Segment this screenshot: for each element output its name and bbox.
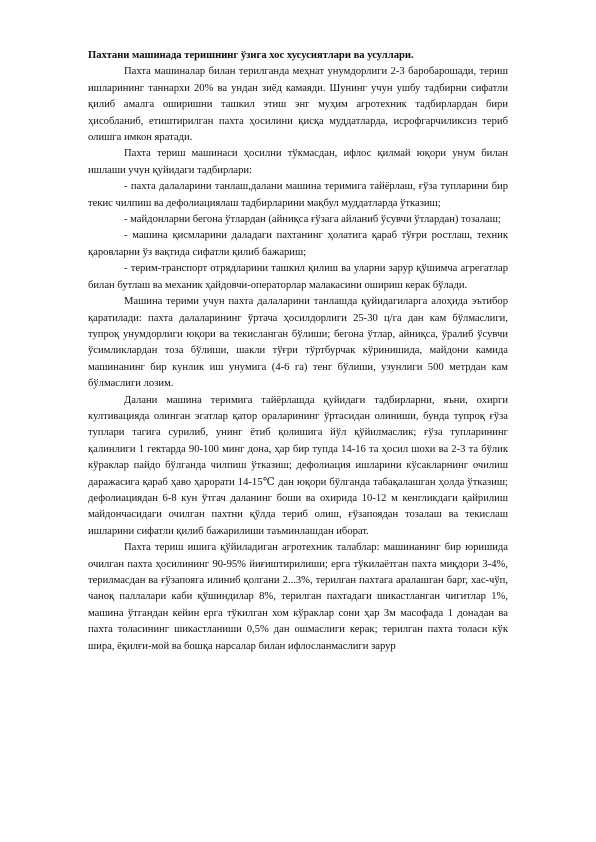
- paragraph-requirements-lead: Пахта териш машинаси ҳосилни тўкмасдан, ифлос қилмай юқори унум билан ишлаши учун қуйидаги тадбирлари:: [88, 148, 508, 176]
- paragraph-agrotechnical-requirements: Пахта териш ишига қўйиладиган агротехник талаблар: машинанинг бир юришида очилган пахта ҳосилининг 90-95% йиғиштирилиши; ерга тўкилаётган пахта миқдори 3-4%, терилмасдан ва ғўзапояга илиниб қолгани 2...3%, терилган пахтага аралашган барг, хас-чўп, чаноқ паллалари каби қўшиндилар 8%, терилган пахтадаги шикастланган чигитлар 1%, машина ўтгандан кейин ерга тўкилган хом кўраклар сони ҳар 3м масофада 1 донадан ва пахта толасининг шикастланиши 0,5% дан ошмаслиги керак; терилган пахта толаси кўк шира, ёқилғи-мой ва бошқа нарсалар билан ифлосланмаслиги зарур: [88, 542, 508, 652]
- document-title: Пахтани машинада теришнинг ўзига хос хусусиятлари ва усуллари.: [88, 50, 414, 61]
- paragraph-field-selection: Машина терими учун пахта далаларини танлашда қуйидагиларга алоҳида эътибор қаратилади: пахта далаларининг ўртача ҳосилдорлиги 25-30 ц/га дан кам бўлмаслиги, тупроқ унумдорлиги юқори ва текисланган бўлиши; бегона ўтлар, айниқса, ўралиб ўсувчи ўсимликлардан тоза бўлиши, шакли тўғри тўртбурчак кўринишида, майдони камида машинанинг бир кунлик иш унумига (4-6 га) тенг бўлиши, узунлиги 500 метрдан кам бўлмаслиги лозим.: [88, 296, 508, 390]
- paragraph-intro: Пахта машиналар билан терилганда меҳнат унумдорлиги 2-3 баробарошади, териш ишларининг таннархи 20% ва ундан зиёд камаяди. Шунинг учун ушбу тадбирни сифатли қилиб амалга оширишни ташкил этиш энг муҳим агротехник тадбирлардан бири ҳисобланиб, етиштирилган пахта ҳосилини қисқа муддатларда, исрофгарчиликсиз териб олишга имкон яратади.: [88, 66, 508, 144]
- document-page: [88, 48, 508, 655]
- list-item-transport-teams: - терим-транспорт отрядларини ташкил қилиш ва уларни зарур қўшимча агрегатлар билан бутлаш ва механик ҳайдовчи-операторлар малакасини ошириш керак бўлади.: [88, 263, 508, 291]
- list-item-machine-adjustment: - машина қисмларини даладаги пахтанинг ҳолатига қараб тўғри ростлаш, техник қаровларни ўз вақтида сифатли қилиб бажариш;: [88, 230, 508, 258]
- list-item-weed-cleaning: - майдонларни бегона ўтлардан (айниқса ғўзага айланиб ўсувчи ўтлардан) тозалаш;: [124, 214, 501, 226]
- paragraph-field-preparation: Далани машина теримига тайёрлашда қуйидаги тадбирларни, яъни, охирги култивацияда олинган эгатлар қатор ораларининг ўртасидан олиниши, бунда тупроқ ғўза туплари тагига сурилиб, унинг ётиб қолишига йўл қўйилмаслик; ғўза тупларининг қалинлиги 1 гектарда 90-100 минг дона, ҳар бир тупда 14-16 та ҳосил шохи ва 2-3 та бўлик кўраклар пайдо бўлганда чилпиш ўтказиш; дефолиация ишларини кўсакларнинг очилиш даражасига қараб ҳаво ҳарорати 14-15℃ дан юқори бўлганда табақалашган ҳолда ўтказиш; дефолиациядан 6-8 кун ўтгач даланинг боши ва охирида 10-12 м кенгликдаги қайрилиш майдончасидаги очилган пахтни қўлда териб олиш, ғўзапоядан тозалаш ва текислаш ишларини сифатли қилиб бажарилиши таъминлашдан иборат.: [88, 394, 508, 537]
- list-item-field-preparation: - пахта далаларини танлаш,далани машина теримига тайёрлаш, ғўза тупларини бир текис чилпиш ва дефолиациялаш тадбирларини мақбул муддатларда ўтказиш;: [88, 181, 508, 209]
